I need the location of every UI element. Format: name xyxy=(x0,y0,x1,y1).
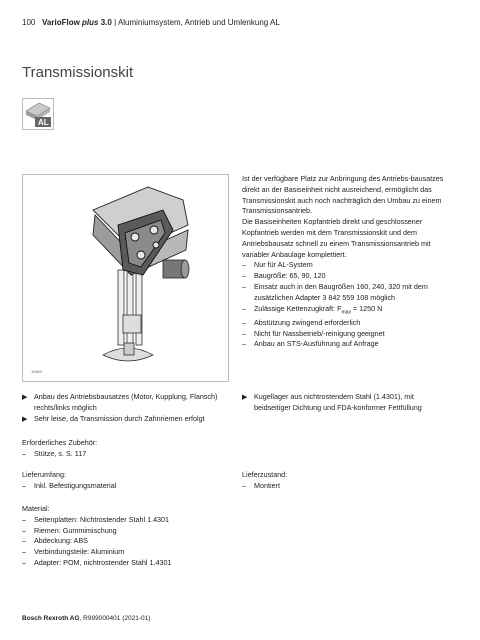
page-title: Transmissionskit xyxy=(22,64,134,81)
description-block xyxy=(242,174,452,350)
document-code: , R999000401 (2021-01) xyxy=(79,615,151,622)
description-paragraph: Die Basiseinheiten Kopfantrieb direkt und geschlossener Kopfantrieb werden mit dem Transmissionskit und dem Antriebsbausatz schnell zu einem Transmissionsantrieb mit variabler Anbaulage komplettiert. xyxy=(242,217,431,259)
figure-ref: 10893 xyxy=(31,369,43,374)
scope-item: – Inkl. Befestigungsmaterial xyxy=(22,480,117,490)
spec-item: – Nicht für Nassbetrieb/-reinigung geeignet xyxy=(242,328,385,338)
spec-item: – Nur für AL-System xyxy=(242,260,313,270)
product-name: VarioFlow plus 3.0 xyxy=(42,18,112,27)
material-item: – Adapter: POM, nichtrostender Stahl 1.4301 xyxy=(22,557,172,567)
scope-heading: Lieferumfang: xyxy=(22,470,66,479)
material-item: – Seitenplatten: Nichtrostender Stahl 1.4301 xyxy=(22,514,170,524)
material-item: – Abdeckung: ABS xyxy=(22,536,88,546)
material-item: – Riemen: Gummimischung xyxy=(22,525,117,535)
spec-item: – Anbau an STS-Ausführung auf Anfrage xyxy=(242,339,379,349)
accessories-heading: Erforderliches Zubehör: xyxy=(22,438,98,447)
scope-block xyxy=(22,470,227,492)
spec-item: – Zulässige Kettenzugkraft: $F_{max} = 1250$ N xyxy=(242,303,383,315)
material-heading: Material: xyxy=(22,504,50,513)
spec-item: – Baugröße: 65, 90, 120 xyxy=(242,271,326,281)
feature-item: ▶ Kugellager aus nichtrostendem Stahl (1.4301), mit beidseitiger Dichtung und FDA-konformer Fettfüllung xyxy=(242,392,422,412)
header-separator: | xyxy=(111,18,118,27)
delivery-item: – Montiert xyxy=(242,480,280,490)
delivery-heading: Lieferzustand: xyxy=(242,470,288,479)
product-illustration xyxy=(22,174,229,382)
page-header xyxy=(22,18,280,27)
description-paragraph: Ist der verfügbare Platz zur Anbringung des Antriebs-bausatzes direkt an der Basiseinheit nicht ausreichend, ermöglicht das Transmissionskit auch noch nachträglich den Umbau zu einem Transmissionsantrieb. xyxy=(242,174,444,216)
accessory-item: – Stütze, s. S. 117 xyxy=(22,448,87,458)
features-right xyxy=(242,392,452,414)
company-name: Bosch Rexroth AG xyxy=(22,615,80,622)
transmission-kit-drawing xyxy=(23,175,228,381)
section-name: Aluminiumsystem, Antrieb und Umlenkung AL xyxy=(117,18,280,27)
features-left xyxy=(22,392,227,424)
al-system-icon xyxy=(22,98,54,130)
delivery-block xyxy=(242,470,452,492)
page-footer xyxy=(22,615,150,622)
page-number: 100 xyxy=(22,18,36,27)
accessories-block xyxy=(22,438,227,460)
feature-item: ▶ Sehr leise, da Transmission durch Zahnriemen erfolgt xyxy=(22,413,205,423)
material-block xyxy=(22,504,242,569)
spec-item: – Einsatz auch in den Baugrößen 160, 240, 320 mit dem zusätzlichen Adapter 3 842 559 108 möglich xyxy=(242,281,428,302)
al-badge-label: AL xyxy=(38,118,49,127)
spec-item: – Abstützung zwingend erforderlich xyxy=(242,317,361,327)
material-item: – Verbindungsteile: Aluminium xyxy=(22,547,125,557)
feature-item: ▶ Anbau des Antriebsbausatzes (Motor, Kupplung, Flansch) rechts/links möglich xyxy=(22,392,218,412)
